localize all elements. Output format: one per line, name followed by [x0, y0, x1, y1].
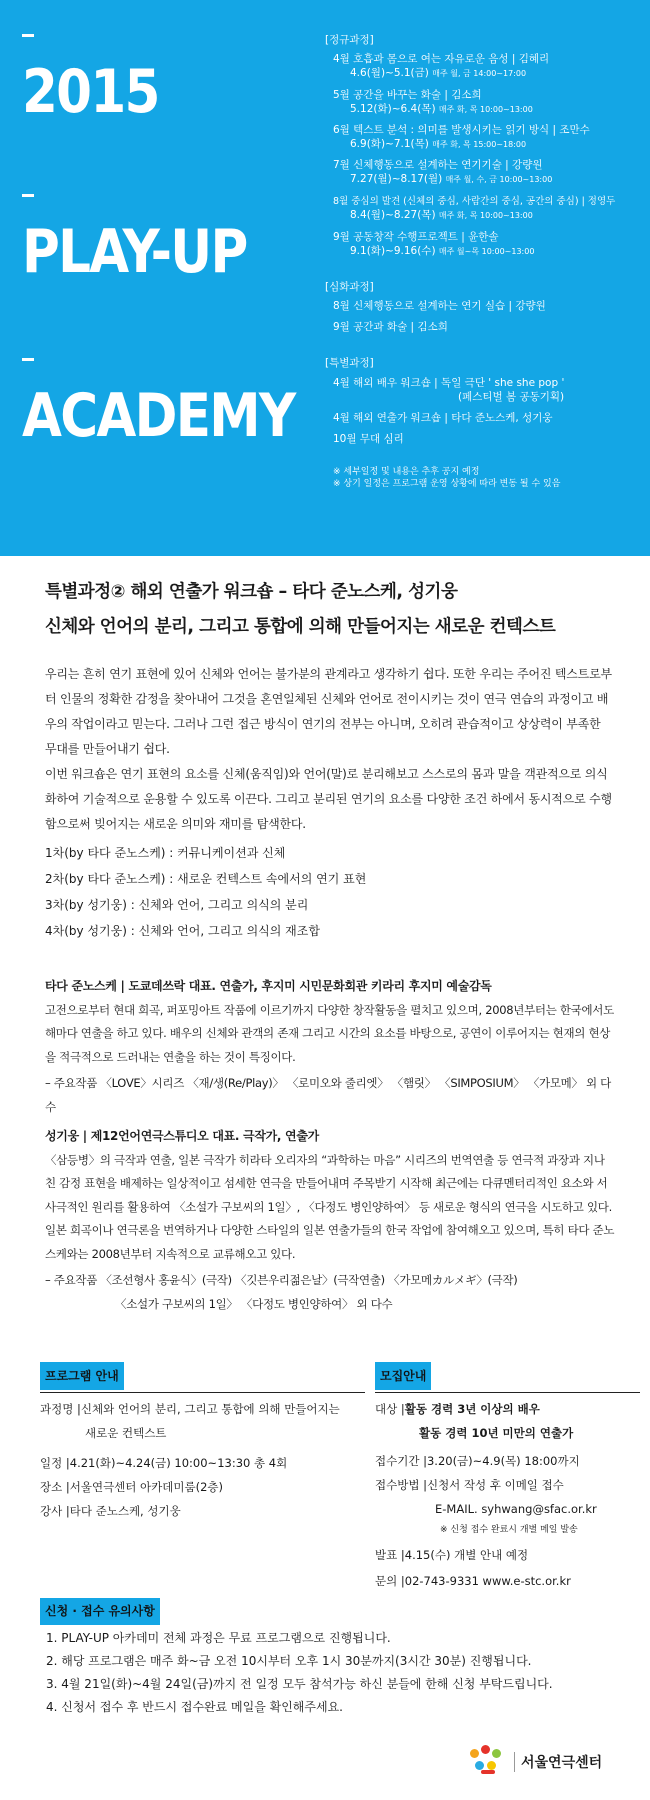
notice-list	[40, 1627, 630, 1719]
list-item: 4월 해외 연출가 워크숍 | 타다 준노스케, 성기웅	[333, 411, 553, 424]
recruit-target: 대상 | 활동 경력 3년 이상의 배우	[375, 1402, 540, 1416]
recruit-email-note: ※ 신청 접수 완료시 개별 메일 발송	[440, 1525, 578, 1535]
list-item: 9월 공간과 화술 | 김소희	[333, 321, 448, 334]
program-lecturer: 강사 | 타다 준노스케, 성기웅	[40, 1504, 181, 1518]
recruit-method: 접수방법 | 신청서 작성 후 이메일 접수	[375, 1478, 564, 1492]
bio-works: – 주요작품 〈LOVE〉시리즈 〈재/생(Re/Play)〉 〈로미오와 줄리엣〉 〈햄릿〉 〈SIMPOSIUM〉 〈가모메〉 외 다수	[45, 1076, 611, 1114]
list-item: 8월 신체행동으로 설계하는 연기 실습 | 강량원	[333, 300, 546, 313]
schedule-panel	[325, 24, 643, 491]
section-title-special: [특별과정]	[325, 357, 374, 370]
list-item: 8월 중심의 발견 (신체의 중심, 사람간의 중심, 공간의 중심) | 정영두 8.4(월)~8.27(목) 매주 화, 목 10:00~13:00	[333, 195, 616, 222]
notice-section	[40, 1598, 630, 1719]
seoul-theater-center-logo	[468, 1745, 602, 1779]
divider	[375, 1392, 640, 1393]
section-title-regular: [정규과정]	[325, 34, 374, 46]
bio-text: 〈삼등병〉의 극작과 연출, 일본 극작가 히라타 오리자의 “과학하는 마음” 시리즈의 번역연출 등 연극적 과장과 지나친 감정 표현을 배제하는 일상적이고 섬세한 연극을 만들어내며 주목받기 시작해 최근에는 다큐멘터리적인 요소와 서사극적인 원리를 활용하여 〈소설가 구보씨의 1일〉, 〈다정도 병인양하여〉 등 새로운 형식의 연극을 시도하고 있다. 일본 희곡이나 연극론을 번역하거나 다양한 스타일의 일본 연출가들의 한국 작업에 참여해오고 있으며, 특히 타다 준노스케와는 2008년부터 지속적으로 교류해오고 있다.	[45, 1152, 615, 1261]
recruit-email[interactable]: E-MAIL. syhwang@sfac.or.kr	[435, 1502, 597, 1516]
bio-works: 〈소설가 구보씨의 1일〉 〈다정도 병인양하여〉 외 다수	[115, 1296, 393, 1311]
program-place: 장소 | 서울연극센터 아카데미룸(2층)	[40, 1480, 224, 1494]
bio-tada	[45, 975, 615, 1119]
list-item: 2. 해당 프로그램은 매주 화~금 오전 10시부터 오후 1시 30분까지(3시간 30분) 진행됩니다.	[46, 1654, 532, 1668]
program-date: 일정 | 4.21(화)~4.24(금) 10:00~13:30 총 4회	[40, 1456, 288, 1470]
recruit-period: 접수기간 | 3.20(금)~4.9(목) 18:00까지	[375, 1454, 580, 1468]
dash-decoration	[22, 34, 34, 37]
list-item: 2차(by 타다 준노스케) : 새로운 컨텍스트 속에서의 연기 표현	[45, 872, 367, 886]
program-course-cont: 새로운 컨텍스트	[85, 1426, 167, 1440]
hero-banner	[0, 0, 650, 556]
list-item: 3. 4월 21일(화)~4월 24일(금)까지 전 일정 모두 참석가능 하신 분들에 한해 신청 부탁드립니다.	[46, 1677, 553, 1691]
recruit-info	[375, 1362, 640, 1593]
list-item: 4월 호흡과 몸으로 여는 자유로운 음성 | 김혜리 4.6(월)~5.1(금) 매주 월, 금 14:00~17:00	[333, 53, 550, 80]
list-item: 4월 해외 배우 워크숍 | 독일 극단 ' she she pop ' (페스티벌 봄 공동기획)	[333, 376, 565, 403]
section-heading: 특별과정② 해외 연출가 워크숍 – 타다 준노스케, 성기웅	[45, 582, 458, 602]
bio-works: – 주요작품 〈조선형사 홍윤식〉(극작) 〈깃븐우리젊은날〉(극작연출) 〈가모메カルメギ〉(극작)	[45, 1273, 518, 1287]
dash-decoration	[22, 194, 34, 197]
bio-text: 고전으로부터 현대 희곡, 퍼포밍아트 작품에 이르기까지 다양한 창작활동을 펼치고 있으며, 2008년부터는 한국에서도 해마다 연출을 하고 있다. 배우의 신체와 관객의 존재 그리고 시간의 요소를 바탕으로, 공연이 이루어지는 현재의 현상을 적극적으로 드러내는 연출을 하는 것이 특징이다.	[45, 1002, 614, 1064]
dash-decoration	[22, 358, 34, 361]
session-list	[45, 840, 366, 944]
list-item: 5월 공간을 바꾸는 화술 | 김소희 5.12(화)~6.4(목) 매주 화, 목 10:00~13:00	[333, 88, 533, 115]
list-item: 9월 공동창작 수행프로젝트 | 윤한솔 9.1(화)~9.16(수) 매주 월~목 10:00~13:00	[333, 230, 535, 257]
hero-title-play-up: PLAY-UP	[22, 217, 247, 287]
bio-name: 타다 준노스케 | 도쿄데쓰락 대표. 연출가, 후지미 시민문화회관 키라리 후지미 예술감독	[45, 979, 492, 993]
list-item: 4차(by 성기웅) : 신체와 언어, 그리고 의식의 재조합	[45, 924, 320, 938]
logo-text: 서울연극센터	[514, 1752, 602, 1772]
program-course: 과정명 | 신체와 언어의 분리, 그리고 통합에 의해 만들어지는	[40, 1402, 340, 1416]
list-item: 10월 무대 심리	[333, 433, 404, 446]
hero-title-academy: ACADEMY	[22, 381, 295, 451]
logo-mark-icon	[468, 1745, 508, 1779]
notice-title: 신청 · 접수 유의사항	[40, 1598, 160, 1625]
list-item: 3차(by 성기웅) : 신체와 언어, 그리고 의식의 분리	[45, 898, 309, 912]
program-title: 프로그램 안내	[40, 1362, 124, 1390]
hero-year: 2015	[22, 57, 159, 127]
intro-text: 우리는 흔히 연기 표현에 있어 신체와 언어는 불가분의 관계라고 생각하기 쉽다. 또한 우리는 주어진 텍스트로부터 인물의 정확한 감정을 찾아내어 그것을 혼연일체된 신체와 언어로 전이시키는 것이 연극 연습의 과정이고 배우의 작업이라고 믿는다. 그러나 그런 접근 방식이 연기의 전부는 아니며, 오히려 관습적이고 상상력이 부족한 무대를 만들어내기 쉽다. 이번 워크숍은 연기 표현의 요소를 신체(움직임)와 언어(말)로 분리해보고 스스로의 몸과 말을 객관적으로 의식화하여 기술적으로 운용할 수 있도록 이끈다. 그리고 분리된 연기의 요소를 다양한 조건 하에서 동시적으로 수행함으로써 빚어지는 새로운 의미와 재미를 탐색한다.	[45, 667, 612, 831]
list-item: 6월 텍스트 분석 : 의미를 발생시키는 읽기 방식 | 조만수 6.9(화)~7.1(목) 매주 화, 목 15:00~18:00	[333, 123, 590, 151]
program-info	[40, 1362, 365, 1523]
section-subheading: 신체와 언어의 분리, 그리고 통합에 의해 만들어지는 새로운 컨텍스트	[45, 617, 556, 637]
section-title-advanced: [심화과정]	[325, 280, 374, 293]
schedule-notes: ※ 세부일정 및 내용은 추후 공지 예정 ※ 상기 일정은 프로그램 운영 상황에 따라 변동 될 수 있음	[333, 467, 561, 490]
recruit-target-cont: 활동 경력 10년 미만의 연출가	[419, 1426, 574, 1440]
list-item: 1. PLAY-UP 아카데미 전체 과정은 무료 프로그램으로 진행됩니다.	[46, 1631, 391, 1645]
bio-name: 성기웅 | 제12언어연극스튜디오 대표. 극작가, 연출가	[45, 1129, 319, 1143]
list-item: 1차(by 타다 준노스케) : 커뮤니케이션과 신체	[45, 846, 286, 860]
recruit-title: 모집안내	[375, 1362, 431, 1390]
bio-sung	[45, 1125, 615, 1316]
regular-list	[325, 52, 643, 258]
recruit-contact: 문의 | 02-743-9331 www.e-stc.or.kr	[375, 1574, 571, 1588]
divider	[40, 1392, 365, 1393]
recruit-announce: 발표 | 4.15(수) 개별 안내 예정	[375, 1548, 529, 1562]
list-item: 7월 신체행동으로 설계하는 연기기술 | 강량원 7.27(월)~8.17(월) 매주 월, 수, 금 10:00~13:00	[333, 159, 553, 186]
list-item: 4. 신청서 접수 후 반드시 접수완료 메일을 확인해주세요.	[46, 1700, 343, 1714]
